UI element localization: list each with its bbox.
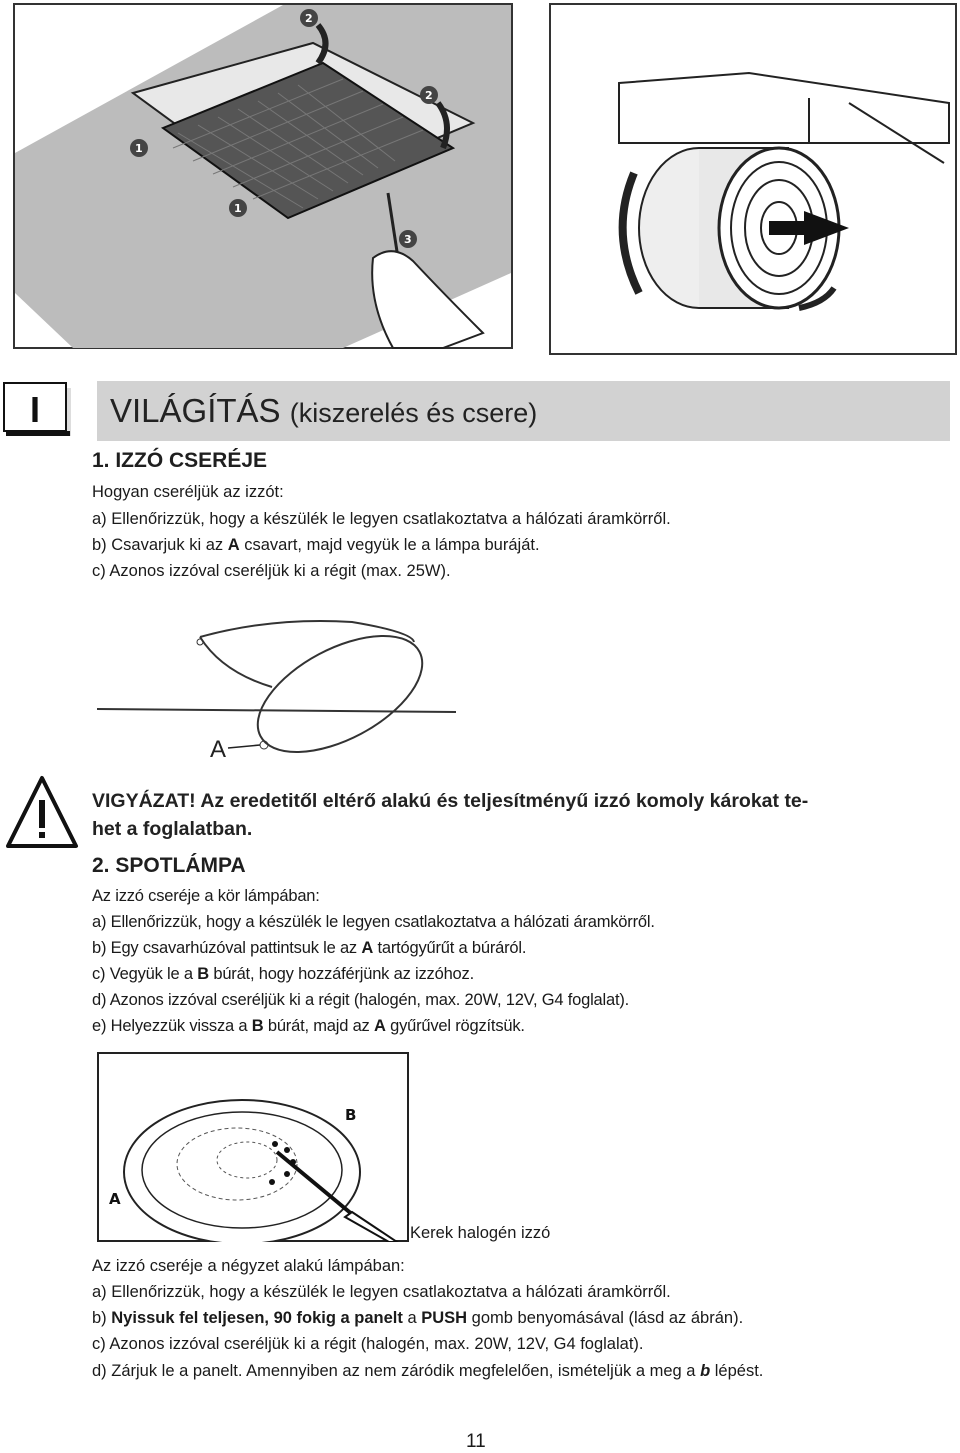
section3-step-c: c) Azonos izzóval cseréljük ki a régit (halogén, max. 20W, 12V, G4 foglalat). xyxy=(92,1335,644,1353)
filter-panel-figure xyxy=(13,3,513,349)
label-b: B xyxy=(345,1106,357,1124)
label-a-spot: A xyxy=(109,1190,121,1208)
carbon-filter-figure xyxy=(549,3,957,355)
section2-step-d: d) Azonos izzóval cseréljük ki a régit (halogén, max. 20W, 12V, G4 foglalat). xyxy=(92,991,630,1009)
section1-step-c: c) Azonos izzóval cseréljük ki a régit (max. 25W). xyxy=(92,562,451,580)
marker-1a: 1 xyxy=(135,142,143,155)
section3-step-a: a) Ellenőrizzük, hogy a készülék le legyen csatlakoztatva a hálózati áramkörről. xyxy=(92,1283,671,1301)
section2-step-a: a) Ellenőrizzük, hogy a készülék le legyen csatlakoztatva a hálózati áramkörről. xyxy=(92,913,655,931)
page-number: 11 xyxy=(466,1431,486,1452)
label-a: A xyxy=(210,736,227,762)
marker-3: 3 xyxy=(404,233,412,246)
warning-line-1: VIGYÁZAT! Az eredetitől eltérő alakú és teljesítményű izzó komoly károkat te- xyxy=(92,790,809,812)
section1-step-b: b) Csavarjuk ki az A csavart, majd vegyük le a lámpa buráját. xyxy=(92,536,540,554)
warning-icon xyxy=(4,774,80,852)
warning-text xyxy=(92,787,952,843)
language-tab xyxy=(3,382,73,438)
section3-step-b: b) Nyissuk fel teljesen, 90 fokig a panelt a PUSH gomb benyomásával (lásd az ábrán). xyxy=(92,1309,744,1327)
section2-step-b: b) Egy csavarhúzóval pattintsuk le az A tartógyűrűt a búráról. xyxy=(92,939,527,957)
section-title-sub: (kiszerelés és csere) xyxy=(289,398,538,428)
lamp-cover-figure xyxy=(92,612,467,762)
spot-lamp-figure xyxy=(97,1052,409,1242)
heading-spotlampa: 2. SPOTLÁMPA xyxy=(92,854,246,877)
section-title-main: VILÁGÍTÁS xyxy=(110,392,281,429)
section-title xyxy=(110,392,537,430)
marker-2a: 2 xyxy=(305,12,313,25)
section3-step-d: d) Zárjuk le a panelt. Amennyiben az nem záródik megfelelően, ismételjük a meg a b lépést. xyxy=(92,1362,764,1380)
section2-step-c: c) Vegyük le a B búrát, hogy hozzáférjünk az izzóhoz. xyxy=(92,965,474,983)
section2-step-e: e) Helyezzük vissza a B búrát, majd az A gyűrűvel rögzítsük. xyxy=(92,1017,525,1035)
section3-intro: Az izzó cseréje a négyzet alakú lámpában: xyxy=(92,1257,405,1275)
warning-line-2: het a foglalatban. xyxy=(92,818,253,840)
marker-1b: 1 xyxy=(234,202,242,215)
section1-step-a: a) Ellenőrizzük, hogy a készülék le legyen csatlakoztatva a hálózati áramkörről. xyxy=(92,510,671,528)
marker-2b: 2 xyxy=(425,89,433,102)
heading-izzo-csereje: 1. IZZÓ CSERÉJE xyxy=(92,449,268,472)
svg-text:I: I xyxy=(30,389,41,430)
figure-caption: Kerek halogén izzó xyxy=(410,1224,551,1242)
section1-intro: Hogyan cseréljük az izzót: xyxy=(92,483,284,501)
section2-intro: Az izzó cseréje a kör lámpában: xyxy=(92,887,320,905)
